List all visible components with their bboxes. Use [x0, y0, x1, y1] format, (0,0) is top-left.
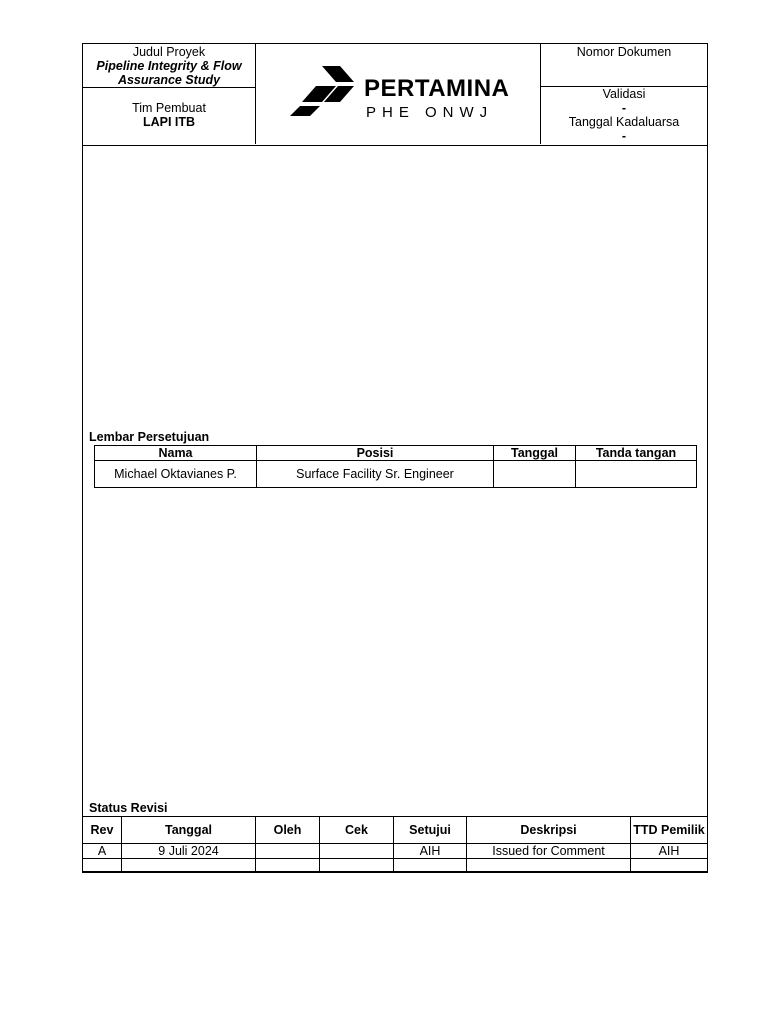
- project-title-line2: Assurance Study: [117, 73, 221, 87]
- team-label: Tim Pembuat: [132, 101, 206, 115]
- project-cell: [83, 44, 256, 88]
- revision-header-row: [83, 817, 708, 844]
- revision-cell: Issued for Comment: [467, 844, 631, 859]
- revision-cell: [256, 844, 320, 859]
- revision-cell: AIH: [631, 844, 708, 859]
- revision-title: Status Revisi: [89, 801, 168, 815]
- validation-label: Validasi: [602, 87, 646, 101]
- table-row: [95, 461, 697, 488]
- expiry-value: -: [621, 129, 627, 143]
- pertamina-logo-icon: [286, 64, 358, 120]
- approval-header-cell: Posisi: [257, 446, 494, 461]
- approval-header-cell: Nama: [95, 446, 257, 461]
- team-value: LAPI ITB: [142, 115, 196, 129]
- table-row: [83, 844, 708, 859]
- revision-cell: 9 Juli 2024: [122, 844, 256, 859]
- approval-title: Lembar Persetujuan: [89, 430, 210, 444]
- revision-header-cell: Rev: [83, 817, 122, 844]
- logo-subtext: PHE ONWJ: [366, 104, 494, 121]
- approval-signature: [576, 461, 697, 488]
- revision-header-cell: Tanggal: [122, 817, 256, 844]
- revision-header-cell: Deskripsi: [467, 817, 631, 844]
- revision-header-cell: TTD Pemilik: [631, 817, 708, 844]
- logo-text: PERTAMINA: [364, 75, 510, 102]
- revision-cell: [631, 859, 708, 873]
- doc-number-cell: [541, 44, 707, 87]
- approval-header-cell: Tanggal: [494, 446, 576, 461]
- table-row: [83, 859, 708, 873]
- revision-cell: AIH: [394, 844, 467, 859]
- revision-table: [82, 816, 708, 873]
- approval-position: Surface Facility Sr. Engineer: [257, 461, 494, 488]
- revision-header-cell: Oleh: [256, 817, 320, 844]
- expiry-label: Tanggal Kadaluarsa: [568, 115, 680, 129]
- doc-number-label: Nomor Dokumen: [576, 45, 672, 59]
- document-header: [83, 44, 707, 146]
- revision-cell: [320, 844, 394, 859]
- logo-cell: [256, 44, 541, 144]
- validation-value: -: [621, 101, 627, 115]
- revision-cell: [320, 859, 394, 873]
- revision-cell: A: [83, 844, 122, 859]
- team-cell: [83, 88, 256, 144]
- approval-header-cell: Tanda tangan: [576, 446, 697, 461]
- project-label: Judul Proyek: [132, 45, 206, 59]
- revision-header-cell: Cek: [320, 817, 394, 844]
- approval-table: [94, 445, 697, 488]
- revision-cell: [467, 859, 631, 873]
- revision-cell: [83, 859, 122, 873]
- approval-header-row: [95, 446, 697, 461]
- revision-cell: [394, 859, 467, 873]
- revision-cell: [122, 859, 256, 873]
- validation-cell: [541, 87, 707, 144]
- project-title-line1: Pipeline Integrity & Flow: [96, 59, 242, 73]
- approval-date: [494, 461, 576, 488]
- revision-header-cell: Setujui: [394, 817, 467, 844]
- revision-cell: [256, 859, 320, 873]
- approval-name: Michael Oktavianes P.: [95, 461, 257, 488]
